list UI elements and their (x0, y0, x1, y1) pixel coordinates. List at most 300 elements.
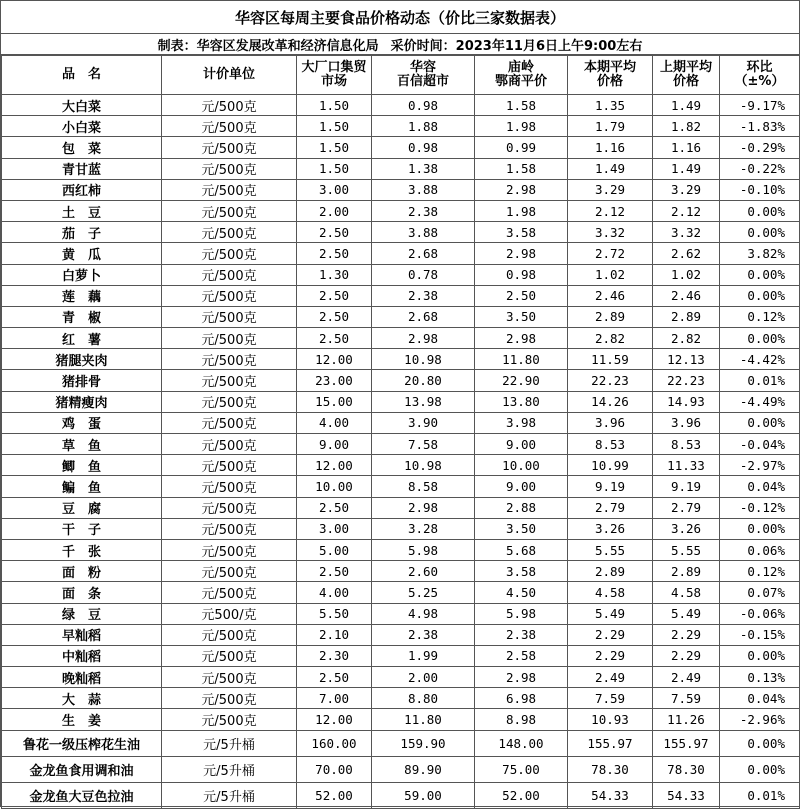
cell-market-price: 5.00 (297, 539, 372, 560)
cell-previous-avg: 2.46 (653, 285, 720, 306)
cell-previous-avg: 3.29 (653, 179, 720, 200)
cell-supermarket-price: 7.58 (372, 434, 475, 455)
table-row (2, 688, 800, 709)
cell-previous-avg: 2.49 (653, 667, 720, 688)
cell-change: 0.00% (720, 285, 800, 306)
cell-previous-avg: 2.12 (653, 200, 720, 221)
cell-market-price: 2.30 (297, 645, 372, 666)
cell-miaoling-price: 11.80 (475, 349, 568, 370)
cell-previous-avg: 8.53 (653, 434, 720, 455)
table-row (2, 561, 800, 582)
cell-supermarket-price: 0.98 (372, 95, 475, 116)
cell-miaoling-price: 2.98 (475, 667, 568, 688)
header-current-avg: 本期平均 价格 (568, 56, 653, 95)
cell-previous-avg: 2.79 (653, 497, 720, 518)
table-row (2, 624, 800, 645)
cell-name: 白萝卜 (2, 264, 162, 285)
cell-supermarket-price: 8.80 (372, 688, 475, 709)
cell-unit: 元/500克 (162, 518, 297, 539)
cell-supermarket-price: 0.98 (372, 137, 475, 158)
cell-supermarket-price: 3.88 (372, 222, 475, 243)
header-market: 大厂口集贸 市场 (297, 56, 372, 95)
cell-current-avg: 1.49 (568, 158, 653, 179)
cell-current-avg: 3.26 (568, 518, 653, 539)
cell-miaoling-price: 3.58 (475, 222, 568, 243)
cell-miaoling-price: 0.98 (475, 264, 568, 285)
cell-miaoling-price: 22.90 (475, 370, 568, 391)
cell-current-avg: 2.46 (568, 285, 653, 306)
cell-change: 0.12% (720, 306, 800, 327)
cell-current-avg: 1.35 (568, 95, 653, 116)
header-name: 品 名 (2, 56, 162, 95)
cell-unit: 元500/克 (162, 603, 297, 624)
cell-change: 0.04% (720, 688, 800, 709)
cell-market-price: 2.50 (297, 328, 372, 349)
header-unit: 计价单位 (162, 56, 297, 95)
cell-previous-avg: 54.33 (653, 782, 720, 808)
cell-market-price: 52.00 (297, 782, 372, 808)
cell-name: 土 豆 (2, 200, 162, 221)
cell-name: 面 粉 (2, 561, 162, 582)
cell-change: -9.17% (720, 95, 800, 116)
cell-supermarket-price: 3.28 (372, 518, 475, 539)
table-row (2, 158, 800, 179)
cell-unit: 元/500克 (162, 222, 297, 243)
cell-unit: 元/5升桶 (162, 730, 297, 756)
cell-market-price: 2.50 (297, 306, 372, 327)
cell-market-price: 23.00 (297, 370, 372, 391)
cell-name: 猪腿夹肉 (2, 349, 162, 370)
cell-name: 中籼稻 (2, 645, 162, 666)
table-row (2, 782, 800, 808)
cell-miaoling-price: 2.58 (475, 645, 568, 666)
cell-name: 大白菜 (2, 95, 162, 116)
cell-market-price: 4.00 (297, 412, 372, 433)
cell-previous-avg: 11.26 (653, 709, 720, 730)
cell-change: 0.00% (720, 222, 800, 243)
cell-supermarket-price: 1.38 (372, 158, 475, 179)
cell-miaoling-price: 0.99 (475, 137, 568, 158)
cell-market-price: 2.00 (297, 200, 372, 221)
table-row (2, 370, 800, 391)
cell-market-price: 2.50 (297, 561, 372, 582)
table-row (2, 391, 800, 412)
cell-name: 鲁花一级压榨花生油 (2, 730, 162, 756)
cell-supermarket-price: 159.90 (372, 730, 475, 756)
cell-change: 3.82% (720, 243, 800, 264)
cell-supermarket-price: 10.98 (372, 349, 475, 370)
cell-change: 0.06% (720, 539, 800, 560)
cell-change: 0.00% (720, 518, 800, 539)
cell-market-price: 12.00 (297, 709, 372, 730)
table-row (2, 645, 800, 666)
cell-current-avg: 1.16 (568, 137, 653, 158)
cell-change: -2.97% (720, 455, 800, 476)
cell-name: 猪精瘦肉 (2, 391, 162, 412)
cell-current-avg: 8.53 (568, 434, 653, 455)
cell-unit: 元/500克 (162, 95, 297, 116)
cell-change: 0.01% (720, 370, 800, 391)
cell-previous-avg: 1.82 (653, 116, 720, 137)
cell-change: 0.00% (720, 328, 800, 349)
table-row (2, 667, 800, 688)
table-row (2, 200, 800, 221)
cell-current-avg: 1.02 (568, 264, 653, 285)
cell-name: 晚籼稻 (2, 667, 162, 688)
cell-unit: 元/500克 (162, 561, 297, 582)
cell-change: 0.07% (720, 582, 800, 603)
cell-name: 干 子 (2, 518, 162, 539)
cell-unit: 元/500克 (162, 391, 297, 412)
cell-market-price: 10.00 (297, 476, 372, 497)
cell-name: 红 薯 (2, 328, 162, 349)
cell-unit: 元/500克 (162, 412, 297, 433)
cell-supermarket-price: 2.98 (372, 328, 475, 349)
table-row (2, 756, 800, 782)
cell-change: -0.04% (720, 434, 800, 455)
cell-unit: 元/500克 (162, 539, 297, 560)
cell-market-price: 12.00 (297, 349, 372, 370)
cell-change: 0.01% (720, 782, 800, 808)
table-row (2, 412, 800, 433)
cell-market-price: 2.50 (297, 222, 372, 243)
cell-unit: 元/500克 (162, 200, 297, 221)
cell-market-price: 3.00 (297, 179, 372, 200)
cell-current-avg: 9.19 (568, 476, 653, 497)
cell-previous-avg: 2.89 (653, 306, 720, 327)
cell-previous-avg: 2.82 (653, 328, 720, 349)
cell-name: 豆 腐 (2, 497, 162, 518)
cell-market-price: 1.50 (297, 137, 372, 158)
cell-current-avg: 1.79 (568, 116, 653, 137)
cell-current-avg: 5.55 (568, 539, 653, 560)
header-row (2, 56, 800, 95)
cell-change: 0.00% (720, 264, 800, 285)
cell-previous-avg: 22.23 (653, 370, 720, 391)
cell-market-price: 1.50 (297, 116, 372, 137)
cell-market-price: 2.50 (297, 497, 372, 518)
cell-unit: 元/500克 (162, 645, 297, 666)
cell-miaoling-price: 3.50 (475, 306, 568, 327)
cell-unit: 元/500克 (162, 243, 297, 264)
cell-supermarket-price: 2.68 (372, 306, 475, 327)
cell-miaoling-price: 13.80 (475, 391, 568, 412)
cell-supermarket-price: 0.78 (372, 264, 475, 285)
cell-name: 绿 豆 (2, 603, 162, 624)
cell-market-price: 12.00 (297, 455, 372, 476)
cell-miaoling-price: 1.98 (475, 116, 568, 137)
cell-name: 早籼稻 (2, 624, 162, 645)
cell-market-price: 5.50 (297, 603, 372, 624)
cell-current-avg: 2.89 (568, 561, 653, 582)
cell-name: 大 蒜 (2, 688, 162, 709)
cell-name: 青甘蓝 (2, 158, 162, 179)
cell-miaoling-price: 1.98 (475, 200, 568, 221)
cell-change: 0.00% (720, 756, 800, 782)
cell-change: -4.49% (720, 391, 800, 412)
cell-miaoling-price: 9.00 (475, 476, 568, 497)
cell-market-price: 7.00 (297, 688, 372, 709)
cell-miaoling-price: 9.00 (475, 434, 568, 455)
cell-supermarket-price: 5.25 (372, 582, 475, 603)
cell-market-price: 1.50 (297, 95, 372, 116)
cell-miaoling-price: 5.68 (475, 539, 568, 560)
cell-unit: 元/500克 (162, 349, 297, 370)
cell-miaoling-price: 2.98 (475, 243, 568, 264)
cell-current-avg: 5.49 (568, 603, 653, 624)
cell-miaoling-price: 2.88 (475, 497, 568, 518)
cell-supermarket-price: 11.80 (372, 709, 475, 730)
cell-name: 鲫 鱼 (2, 455, 162, 476)
cell-change: -0.29% (720, 137, 800, 158)
cell-current-avg: 3.96 (568, 412, 653, 433)
table-row (2, 730, 800, 756)
cell-previous-avg: 1.49 (653, 95, 720, 116)
cell-name: 茄 子 (2, 222, 162, 243)
cell-change: 0.00% (720, 412, 800, 433)
cell-current-avg: 2.89 (568, 306, 653, 327)
cell-unit: 元/500克 (162, 688, 297, 709)
cell-change: -0.10% (720, 179, 800, 200)
cell-previous-avg: 1.16 (653, 137, 720, 158)
table-row (2, 476, 800, 497)
cell-change: -1.83% (720, 116, 800, 137)
table-row (2, 497, 800, 518)
cell-unit: 元/500克 (162, 179, 297, 200)
cell-name: 鳊 鱼 (2, 476, 162, 497)
cell-miaoling-price: 148.00 (475, 730, 568, 756)
cell-unit: 元/5升桶 (162, 756, 297, 782)
cell-change: 0.04% (720, 476, 800, 497)
cell-previous-avg: 9.19 (653, 476, 720, 497)
meta-row (1, 34, 799, 55)
cell-supermarket-price: 13.98 (372, 391, 475, 412)
cell-current-avg: 2.72 (568, 243, 653, 264)
cell-miaoling-price: 1.58 (475, 95, 568, 116)
cell-previous-avg: 11.33 (653, 455, 720, 476)
cell-unit: 元/500克 (162, 434, 297, 455)
cell-supermarket-price: 59.00 (372, 782, 475, 808)
cell-previous-avg: 2.62 (653, 243, 720, 264)
header-miaoling: 庙岭 鄂商平价 (475, 56, 568, 95)
table-row (2, 285, 800, 306)
table-row (2, 603, 800, 624)
cell-market-price: 15.00 (297, 391, 372, 412)
cell-unit: 元/5升桶 (162, 782, 297, 808)
header-supermarket: 华容 百信超市 (372, 56, 475, 95)
cell-miaoling-price: 4.50 (475, 582, 568, 603)
cell-supermarket-price: 1.99 (372, 645, 475, 666)
table-row (2, 582, 800, 603)
cell-name: 面 条 (2, 582, 162, 603)
cell-miaoling-price: 3.98 (475, 412, 568, 433)
cell-unit: 元/500克 (162, 624, 297, 645)
cell-miaoling-price: 10.00 (475, 455, 568, 476)
cell-miaoling-price: 2.98 (475, 179, 568, 200)
cell-unit: 元/500克 (162, 582, 297, 603)
cell-previous-avg: 2.29 (653, 624, 720, 645)
cell-unit: 元/500克 (162, 328, 297, 349)
cell-supermarket-price: 3.88 (372, 179, 475, 200)
table-row (2, 95, 800, 116)
cell-change: 0.13% (720, 667, 800, 688)
cell-name: 包 菜 (2, 137, 162, 158)
cell-current-avg: 11.59 (568, 349, 653, 370)
cell-name: 千 张 (2, 539, 162, 560)
cell-unit: 元/500克 (162, 667, 297, 688)
cell-current-avg: 155.97 (568, 730, 653, 756)
cell-previous-avg: 4.58 (653, 582, 720, 603)
cell-previous-avg: 155.97 (653, 730, 720, 756)
cell-current-avg: 2.29 (568, 645, 653, 666)
cell-change: 0.00% (720, 200, 800, 221)
cell-previous-avg: 3.32 (653, 222, 720, 243)
cell-current-avg: 3.32 (568, 222, 653, 243)
cell-previous-avg: 3.26 (653, 518, 720, 539)
cell-name: 鸡 蛋 (2, 412, 162, 433)
time-text: 采价时间：2023年11月6日上午9:00左右 (390, 38, 643, 54)
table-row (2, 455, 800, 476)
cell-previous-avg: 5.49 (653, 603, 720, 624)
table-row (2, 222, 800, 243)
cell-current-avg: 2.79 (568, 497, 653, 518)
cell-change: 0.00% (720, 645, 800, 666)
cell-market-price: 2.50 (297, 285, 372, 306)
cell-name: 生 姜 (2, 709, 162, 730)
cell-name: 青 椒 (2, 306, 162, 327)
cell-current-avg: 4.58 (568, 582, 653, 603)
cell-current-avg: 2.12 (568, 200, 653, 221)
cell-current-avg: 2.29 (568, 624, 653, 645)
cell-change: 0.00% (720, 730, 800, 756)
cell-supermarket-price: 2.38 (372, 285, 475, 306)
table-row (2, 137, 800, 158)
cell-previous-avg: 12.13 (653, 349, 720, 370)
price-table (1, 55, 800, 809)
cell-supermarket-price: 2.60 (372, 561, 475, 582)
cell-change: -4.42% (720, 349, 800, 370)
cell-supermarket-price: 4.98 (372, 603, 475, 624)
cell-market-price: 1.50 (297, 158, 372, 179)
header-change: 环比 （±%） (720, 56, 800, 95)
cell-market-price: 160.00 (297, 730, 372, 756)
cell-market-price: 2.50 (297, 243, 372, 264)
table-row (2, 264, 800, 285)
cell-miaoling-price: 2.98 (475, 328, 568, 349)
cell-unit: 元/500克 (162, 370, 297, 391)
cell-supermarket-price: 1.88 (372, 116, 475, 137)
cell-change: -0.15% (720, 624, 800, 645)
cell-previous-avg: 1.49 (653, 158, 720, 179)
cell-name: 黄 瓜 (2, 243, 162, 264)
cell-current-avg: 14.26 (568, 391, 653, 412)
cell-unit: 元/500克 (162, 285, 297, 306)
cell-miaoling-price: 3.50 (475, 518, 568, 539)
table-row (2, 434, 800, 455)
cell-current-avg: 10.93 (568, 709, 653, 730)
cell-previous-avg: 2.29 (653, 645, 720, 666)
cell-name: 猪排骨 (2, 370, 162, 391)
table-row (2, 116, 800, 137)
cell-supermarket-price: 2.98 (372, 497, 475, 518)
cell-market-price: 2.10 (297, 624, 372, 645)
cell-unit: 元/500克 (162, 137, 297, 158)
cell-name: 小白菜 (2, 116, 162, 137)
cell-unit: 元/500克 (162, 497, 297, 518)
sheet-title (1, 1, 799, 34)
cell-previous-avg: 14.93 (653, 391, 720, 412)
cell-supermarket-price: 2.68 (372, 243, 475, 264)
cell-market-price: 3.00 (297, 518, 372, 539)
table-row (2, 349, 800, 370)
cell-market-price: 9.00 (297, 434, 372, 455)
cell-previous-avg: 78.30 (653, 756, 720, 782)
cell-market-price: 4.00 (297, 582, 372, 603)
cell-current-avg: 54.33 (568, 782, 653, 808)
cell-miaoling-price: 6.98 (475, 688, 568, 709)
cell-supermarket-price: 89.90 (372, 756, 475, 782)
table-row (2, 709, 800, 730)
cell-miaoling-price: 52.00 (475, 782, 568, 808)
title-text: 华容区每周主要食品价格动态（价比三家数据表） (234, 8, 565, 27)
cell-supermarket-price: 2.38 (372, 624, 475, 645)
cell-change: 0.12% (720, 561, 800, 582)
cell-unit: 元/500克 (162, 455, 297, 476)
cell-unit: 元/500克 (162, 158, 297, 179)
cell-supermarket-price: 8.58 (372, 476, 475, 497)
cell-previous-avg: 1.02 (653, 264, 720, 285)
maker-text: 制表：华容区发展改革和经济信息化局 (157, 38, 379, 54)
cell-supermarket-price: 20.80 (372, 370, 475, 391)
cell-current-avg: 2.49 (568, 667, 653, 688)
cell-market-price: 1.30 (297, 264, 372, 285)
cell-unit: 元/500克 (162, 476, 297, 497)
cell-name: 莲 藕 (2, 285, 162, 306)
cell-previous-avg: 3.96 (653, 412, 720, 433)
cell-unit: 元/500克 (162, 306, 297, 327)
cell-supermarket-price: 2.38 (372, 200, 475, 221)
cell-current-avg: 2.82 (568, 328, 653, 349)
cell-supermarket-price: 2.00 (372, 667, 475, 688)
cell-supermarket-price: 5.98 (372, 539, 475, 560)
cell-unit: 元/500克 (162, 116, 297, 137)
cell-name: 金龙鱼大豆色拉油 (2, 782, 162, 808)
cell-miaoling-price: 3.58 (475, 561, 568, 582)
cell-change: -2.96% (720, 709, 800, 730)
cell-miaoling-price: 75.00 (475, 756, 568, 782)
header-previous-avg: 上期平均 价格 (653, 56, 720, 95)
cell-previous-avg: 7.59 (653, 688, 720, 709)
cell-current-avg: 10.99 (568, 455, 653, 476)
cell-unit: 元/500克 (162, 264, 297, 285)
cell-miaoling-price: 2.50 (475, 285, 568, 306)
cell-miaoling-price: 5.98 (475, 603, 568, 624)
cell-supermarket-price: 3.90 (372, 412, 475, 433)
cell-name: 西红柿 (2, 179, 162, 200)
cell-miaoling-price: 1.58 (475, 158, 568, 179)
table-row (2, 518, 800, 539)
cell-unit: 元/500克 (162, 709, 297, 730)
cell-change: -0.12% (720, 497, 800, 518)
cell-change: -0.22% (720, 158, 800, 179)
cell-current-avg: 22.23 (568, 370, 653, 391)
table-row (2, 243, 800, 264)
cell-name: 金龙鱼食用调和油 (2, 756, 162, 782)
cell-miaoling-price: 8.98 (475, 709, 568, 730)
cell-current-avg: 7.59 (568, 688, 653, 709)
cell-previous-avg: 2.89 (653, 561, 720, 582)
table-row (2, 539, 800, 560)
